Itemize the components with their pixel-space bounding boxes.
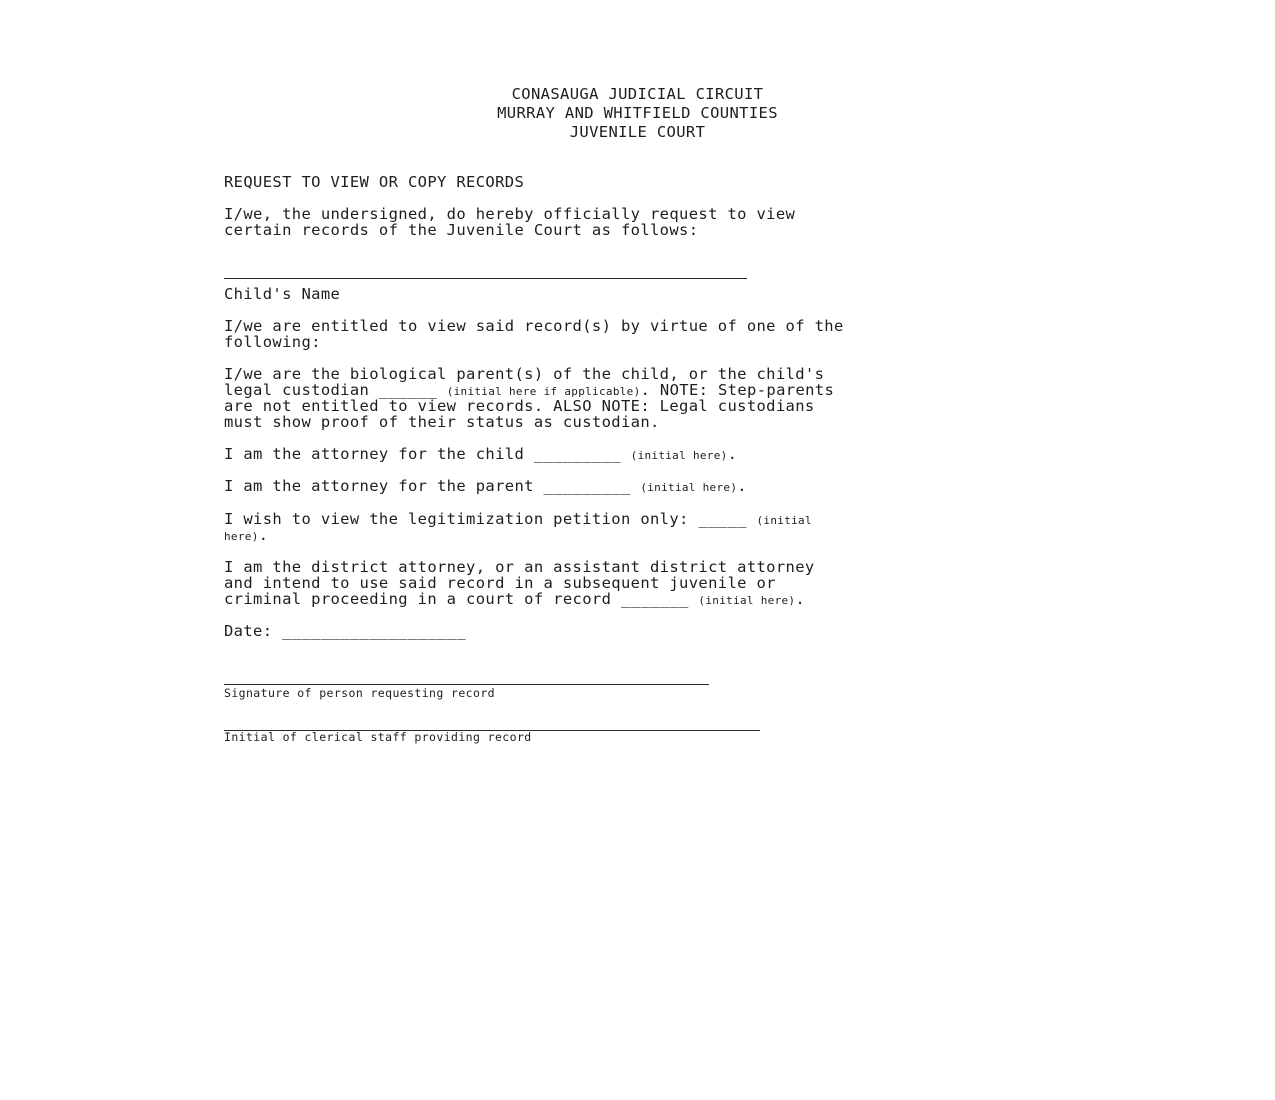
attorney-child-option bbox=[224, 446, 737, 464]
clerical-caption: Initial of clerical staff providing record bbox=[224, 730, 532, 744]
parent-option-line-1: I/we are the biological parent(s) of the child, or the child's bbox=[224, 365, 825, 383]
district-attorney-line-3 bbox=[224, 591, 805, 609]
district-attorney-initial-field[interactable]: criminal proceeding in a court of record _______ bbox=[224, 590, 699, 608]
parent-option-line-3: are not entitled to view records. ALSO NOTE: Legal custodians bbox=[224, 397, 815, 415]
court-circuit-heading: CONASAUGA JUDICIAL CIRCUIT bbox=[511, 85, 764, 103]
attorney-parent-period: . bbox=[737, 477, 747, 495]
counties-heading: MURRAY AND WHITFIELD COUNTIES bbox=[497, 104, 778, 122]
district-attorney-line-2: and intend to use said record in a subsequent juvenile or bbox=[224, 574, 776, 592]
legitimization-option-line-1 bbox=[224, 511, 812, 529]
signature-line[interactable] bbox=[224, 684, 709, 685]
entitled-line-2: following: bbox=[224, 333, 321, 351]
court-name-heading: JUVENILE COURT bbox=[569, 123, 706, 141]
custodian-initial-note: (initial here if applicable) bbox=[446, 385, 641, 398]
parent-option-line-4: must show proof of their status as custodian. bbox=[224, 413, 660, 431]
date-field[interactable]: Date: ___________________ bbox=[224, 622, 467, 640]
entitled-line-1: I/we are entitled to view said record(s) by virtue of one of the bbox=[224, 317, 844, 335]
signature-caption: Signature of person requesting record bbox=[224, 686, 495, 700]
form-title: REQUEST TO VIEW OR COPY RECORDS bbox=[224, 173, 525, 191]
attorney-child-period: . bbox=[727, 445, 738, 463]
district-attorney-initial-note: (initial here) bbox=[698, 594, 796, 607]
legitimization-option-line-2 bbox=[224, 527, 268, 545]
legitimization-initial-note: (initial bbox=[756, 514, 812, 527]
attorney-parent-initial-note: (initial here) bbox=[640, 481, 738, 494]
district-attorney-period: . bbox=[795, 590, 806, 608]
attorney-child-initial-note: (initial here) bbox=[630, 449, 728, 462]
attorney-parent-option bbox=[224, 478, 747, 496]
child-name-label: Child's Name bbox=[224, 285, 341, 303]
step-parent-note: . NOTE: Step-parents bbox=[640, 381, 835, 399]
attorney-child-initial-field[interactable]: I am the attorney for the child _________ bbox=[224, 445, 631, 463]
child-name-field[interactable] bbox=[224, 278, 747, 279]
intro-line-1: I/we, the undersigned, do hereby officially request to view bbox=[224, 205, 796, 223]
attorney-parent-initial-field[interactable]: I am the attorney for the parent _________ bbox=[224, 477, 641, 495]
legitimization-initial-field[interactable]: I wish to view the legitimization petition only: _____ bbox=[224, 510, 757, 528]
legitimization-initial-note-cont: here) bbox=[224, 530, 259, 543]
custodian-initial-field[interactable]: legal custodian ______ bbox=[224, 381, 447, 399]
intro-line-2: certain records of the Juvenile Court as follows: bbox=[224, 221, 699, 239]
district-attorney-line-1: I am the district attorney, or an assistant district attorney bbox=[224, 558, 815, 576]
legitimization-period: . bbox=[258, 526, 269, 544]
